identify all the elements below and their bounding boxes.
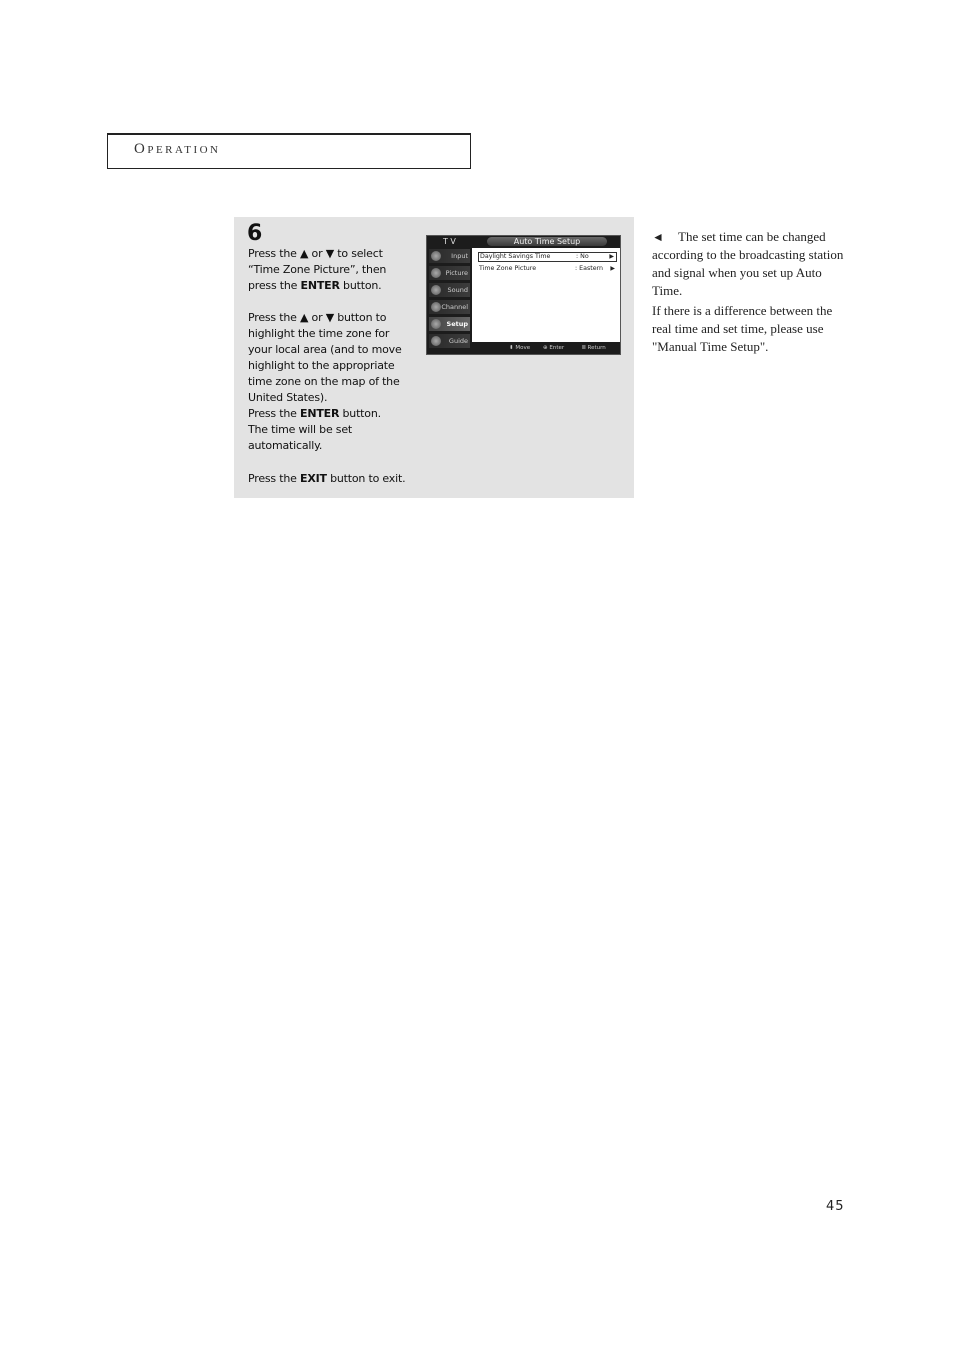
instruction-line: Press the ▲ or ▼ button to [248, 311, 387, 324]
note-line: according to the broadcasting station [652, 247, 844, 262]
channel-icon [431, 302, 441, 312]
section-title: Operation [134, 141, 221, 157]
instruction-line: highlight to the appropriate [248, 359, 395, 372]
instruction-line: United States). [248, 391, 328, 404]
instruction-line: “Time Zone Picture”, then [248, 263, 387, 276]
tv-sidebar-item-input: Input [429, 249, 470, 263]
tv-menu-footer [472, 343, 620, 353]
tv-sidebar-item-setup: Setup [429, 317, 470, 331]
note-line: ◄ The set time can be changed [652, 229, 826, 244]
tv-sidebar-item-guide: Guide [429, 334, 470, 348]
side-note-2 [652, 302, 874, 356]
setup-icon [431, 319, 441, 329]
tv-sidebar-item-sound: Sound [429, 283, 470, 297]
note-line: real time and set time, please use [652, 321, 824, 336]
note-line: If there is a difference between the [652, 303, 833, 318]
page-number: 45 [826, 1199, 845, 1214]
instruction-line: The time will be set [248, 423, 353, 436]
instruction-line: your local area (and to move [248, 343, 402, 356]
tv-sidebar [427, 248, 471, 344]
tv-source-label: T V [443, 237, 456, 246]
tv-menu-screenshot [426, 235, 621, 355]
note-line: Time. [652, 283, 683, 298]
instruction-exit [248, 471, 423, 487]
note-marker-icon: ◄ [652, 230, 664, 244]
instruction-line: time zone on the map of the [248, 375, 400, 388]
instruction-line: highlight the time zone for [248, 327, 390, 340]
step-number: 6 [247, 221, 263, 246]
tv-footer-return: Ⅲ Return [582, 345, 606, 351]
instruction-highlight [248, 310, 423, 454]
tv-row-time-zone: Time Zone Picture : Eastern ▶ [479, 265, 615, 272]
instruction-line: Press the ENTER button. [248, 407, 381, 420]
instruction-line: press the ENTER button. [248, 279, 382, 292]
arrow-right-icon: ▶ [609, 253, 614, 260]
arrow-right-icon: ▶ [610, 265, 615, 272]
guide-icon [431, 336, 441, 346]
tv-sidebar-item-picture: Picture [429, 266, 470, 280]
note-line: "Manual Time Setup". [652, 339, 769, 354]
tv-footer-enter: ⊕ Enter [543, 345, 565, 351]
note-line: and signal when you set up Auto [652, 265, 822, 280]
tv-sidebar-item-channel: Channel [429, 300, 470, 314]
tv-menu-content [472, 248, 620, 342]
tv-row-daylight-savings: Daylight Savings Time : No ▶ [478, 252, 617, 262]
input-icon [431, 251, 441, 261]
tv-menu-title: Auto Time Setup [487, 237, 607, 246]
tv-footer-move: ⬍ Move [509, 345, 531, 351]
picture-icon [431, 268, 441, 278]
instruction-line: automatically. [248, 439, 323, 452]
sound-icon [431, 285, 441, 295]
instruction-line: Press the ▲ or ▼ to select [248, 247, 383, 260]
side-note [652, 228, 874, 300]
instruction-line: Press the EXIT button to exit. [248, 472, 406, 485]
instruction-select [248, 246, 423, 294]
